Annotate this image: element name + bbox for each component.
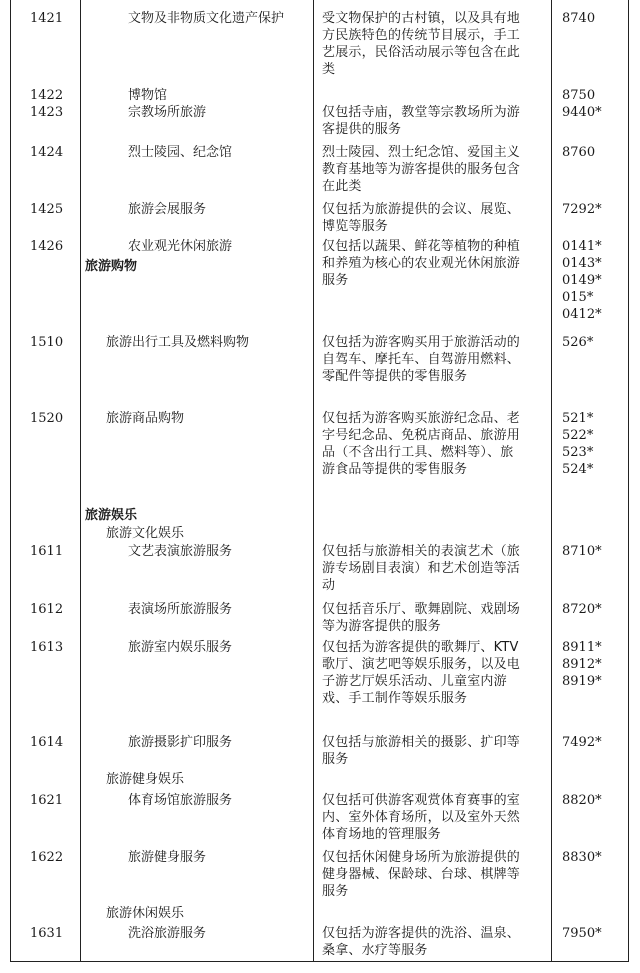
description-line: 子游艺厅娱乐活动、儿童室内游 <box>322 674 507 689</box>
row-description <box>322 734 550 768</box>
subsection-heading: 旅游休闲娱乐 <box>106 906 185 921</box>
industry-code: 8919* <box>562 674 602 689</box>
industry-code: 7292* <box>562 202 602 217</box>
description-line: 体育场地的管理服务 <box>322 827 441 842</box>
description-line: 自驾车、摩托车、自驾游用燃料、 <box>322 352 521 367</box>
description-line: 健身器械、保龄球、台球、棋牌等 <box>322 867 521 882</box>
description-line: 服务 <box>322 752 349 767</box>
row-description <box>322 238 550 289</box>
row-code: 1631 <box>30 926 64 941</box>
description-line: 戏、手工制作等娱乐服务 <box>322 691 468 706</box>
description-line: 博览等服务 <box>322 219 389 234</box>
row-description <box>322 104 550 138</box>
row-description <box>322 410 550 478</box>
description-line: 仅包括为旅游提供的会议、展览、 <box>322 202 521 217</box>
industry-code: 526* <box>562 335 594 350</box>
description-line: 品（不含出行工具、燃料等）、旅 <box>322 445 514 460</box>
row-category-name: 旅游健身服务 <box>128 850 207 865</box>
row-code: 1612 <box>30 602 64 617</box>
description-line: 受文物保护的古村镇，以及具有地 <box>322 11 521 26</box>
row-industry-codes <box>562 792 602 809</box>
subsection-heading: 旅游健身娱乐 <box>106 772 185 787</box>
industry-code: 8750 <box>562 88 596 103</box>
description-line: 仅包括音乐厅、歌舞剧院、戏剧场 <box>322 602 521 617</box>
row-industry-codes <box>562 734 602 751</box>
row-description <box>322 334 550 385</box>
industry-code: 523* <box>562 445 594 460</box>
row-category-name: 旅游商品购物 <box>106 411 185 426</box>
row-description <box>322 925 550 959</box>
description-line: 游专场剧目表演）和艺术创造等活 <box>322 561 521 576</box>
row-industry-codes <box>562 10 595 27</box>
row-code: 1421 <box>30 11 64 26</box>
industry-code: 7492* <box>562 735 602 750</box>
industry-code: 0412* <box>562 307 602 322</box>
row-category-name: 宗教场所旅游 <box>128 105 207 120</box>
description-line: 动 <box>322 578 336 593</box>
description-line: 歌厅、演艺吧等娱乐服务，以及电 <box>322 657 521 672</box>
row-code: 1613 <box>30 640 64 655</box>
industry-code: 8740 <box>562 11 596 26</box>
section-heading: 旅游娱乐 <box>85 508 138 523</box>
subsection-heading: 旅游文化娱乐 <box>106 526 185 541</box>
row-description <box>322 201 550 235</box>
row-category-name: 烈士陵园、纪念馆 <box>128 145 233 160</box>
row-category-name: 体育场馆旅游服务 <box>128 793 233 808</box>
column-divider <box>313 0 314 962</box>
description-line: 和养殖为核心的农业观光休闲旅游 <box>322 256 521 271</box>
industry-code: 9440* <box>562 105 602 120</box>
description-line: 服务 <box>322 884 349 899</box>
column-divider <box>80 0 81 962</box>
row-code: 1622 <box>30 850 64 865</box>
industry-code: 8760 <box>562 145 596 160</box>
description-line: 仅包括为游客购买旅游纪念品、老 <box>322 411 521 426</box>
industry-code: 8830* <box>562 850 602 865</box>
description-line: 仅包括与旅游相关的摄影、扩印等 <box>322 735 521 750</box>
row-description <box>322 543 550 594</box>
row-category-name: 表演场所旅游服务 <box>128 602 233 617</box>
description-line: 烈士陵园、烈士纪念馆、爱国主义 <box>322 145 521 160</box>
description-line: 在此类 <box>322 179 362 194</box>
description-line: 艺展示，民俗活动展示等包含在此 <box>322 45 521 60</box>
description-line: 仅包括寺庙，教堂等宗教场所为游 <box>322 105 521 120</box>
description-line: 仅包括为游客提供的歌舞厅、KTV <box>322 640 519 655</box>
row-code: 1520 <box>30 411 64 426</box>
description-line: 客提供的服务 <box>322 122 402 137</box>
industry-code: 8912* <box>562 657 602 672</box>
section-heading: 旅游购物 <box>85 259 138 274</box>
row-description <box>322 792 550 843</box>
description-line: 仅包括可供游客观赏体育赛事的室 <box>322 793 521 808</box>
industry-code: 8820* <box>562 793 602 808</box>
description-line: 服务 <box>322 273 349 288</box>
description-line: 教育基地等为游客提供的服务包含 <box>322 162 521 177</box>
row-code: 1425 <box>30 202 64 217</box>
row-category-name: 文艺表演旅游服务 <box>128 544 233 559</box>
description-line: 等为游客提供的服务 <box>322 619 441 634</box>
row-description <box>322 639 550 707</box>
industry-code: 524* <box>562 462 594 477</box>
description-line: 字号纪念品、免税店商品、旅游用 <box>322 428 521 443</box>
row-industry-codes <box>562 201 602 218</box>
row-industry-codes <box>562 238 602 323</box>
row-industry-codes <box>562 925 602 942</box>
row-code: 1423 <box>30 105 64 120</box>
row-industry-codes <box>562 543 602 560</box>
row-industry-codes <box>562 104 602 121</box>
row-description <box>322 144 550 195</box>
row-category-name: 旅游室内娱乐服务 <box>128 640 233 655</box>
description-line: 仅包括休闲健身场所为旅游提供的 <box>322 850 521 865</box>
description-line: 仅包括为游客提供的洗浴、温泉、 <box>322 926 521 941</box>
description-line: 仅包括为游客购买用于旅游活动的 <box>322 335 521 350</box>
industry-code: 015* <box>562 290 594 305</box>
industry-code: 0149* <box>562 273 602 288</box>
row-category-name: 博物馆 <box>128 88 168 103</box>
row-category-name: 旅游摄影扩印服务 <box>128 735 233 750</box>
row-code: 1611 <box>30 544 64 559</box>
description-line: 方民族特色的传统节目展示，手工 <box>322 28 521 43</box>
row-industry-codes <box>562 849 602 866</box>
row-industry-codes <box>562 87 595 104</box>
industry-code: 0143* <box>562 256 602 271</box>
description-line: 类 <box>322 62 336 77</box>
industry-code: 521* <box>562 411 594 426</box>
industry-code: 8911* <box>562 640 602 655</box>
row-industry-codes <box>562 639 602 690</box>
description-line: 仅包括以蔬果、鲜花等植物的种植 <box>322 239 521 254</box>
row-description <box>322 601 550 635</box>
row-description <box>322 10 550 78</box>
description-line: 游食品等提供的零售服务 <box>322 462 468 477</box>
industry-code: 522* <box>562 428 594 443</box>
row-industry-codes <box>562 334 593 351</box>
industry-code: 8710* <box>562 544 602 559</box>
industry-code: 8720* <box>562 602 602 617</box>
row-code: 1426 <box>30 239 64 254</box>
row-code: 1424 <box>30 145 64 160</box>
industry-code: 7950* <box>562 926 602 941</box>
row-industry-codes <box>562 144 595 161</box>
row-category-name: 旅游出行工具及燃料购物 <box>106 335 250 350</box>
row-code: 1510 <box>30 335 64 350</box>
row-description <box>322 849 550 900</box>
row-code: 1614 <box>30 735 64 750</box>
row-industry-codes <box>562 410 593 478</box>
row-category-name: 农业观光休闲旅游 <box>128 239 233 254</box>
row-code: 1621 <box>30 793 64 808</box>
column-divider <box>551 0 552 962</box>
description-line: 桑拿、水疗等服务 <box>322 943 428 958</box>
row-category-name: 洗浴旅游服务 <box>128 926 207 941</box>
description-line: 内、室外体育场所，以及室外天然 <box>322 810 521 825</box>
industry-code: 0141* <box>562 239 602 254</box>
row-code: 1422 <box>30 88 64 103</box>
row-category-name: 旅游会展服务 <box>128 202 207 217</box>
row-industry-codes <box>562 601 602 618</box>
description-line: 零配件等提供的零售服务 <box>322 369 468 384</box>
row-category-name: 文物及非物质文化遗产保护 <box>128 11 285 26</box>
description-line: 仅包括与旅游相关的表演艺术（旅 <box>322 544 521 559</box>
